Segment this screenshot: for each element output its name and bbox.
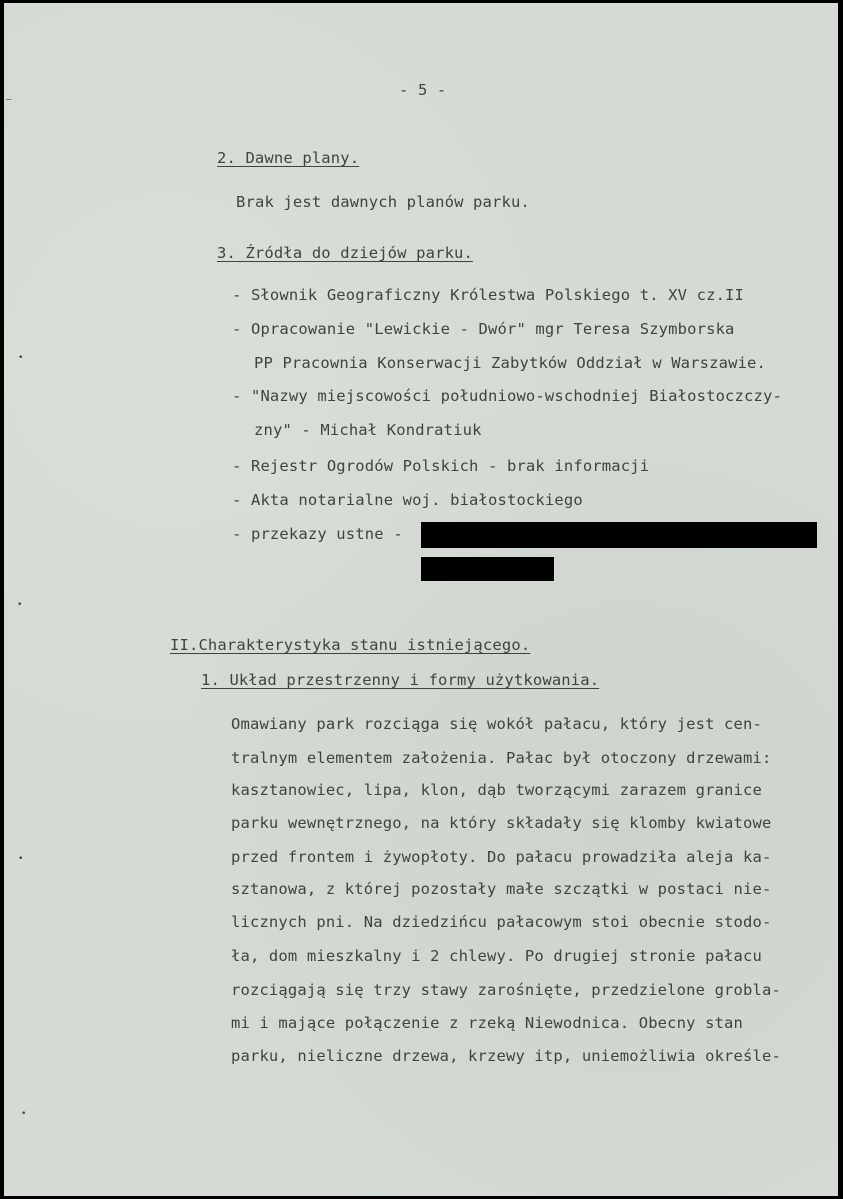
paragraph-line: ła, dom mieszkalny i 2 chlewy. Po drugiej stronie pałacu — [231, 947, 762, 965]
paragraph-line: rozciągają się trzy stawy zarośnięte, przedzielone grobla- — [231, 981, 781, 999]
paragraph-line: tralnym elementem założenia. Pałac był otoczony drzewami: — [231, 749, 772, 767]
paragraph-line: parku wewnętrznego, na który składały się klomby kwiatowe — [231, 814, 772, 832]
margin-mark: • — [18, 854, 24, 864]
source-list-item: - Opracowanie "Lewickie - Dwór" mgr Teresa Szymborska — [232, 320, 735, 338]
section-heading: 2. Dawne plany. — [217, 149, 360, 167]
source-list-item: - Akta notarialne woj. białostockiego — [232, 491, 583, 509]
section-body: Brak jest dawnych planów parku. — [236, 193, 530, 211]
paragraph-line: parku, nieliczne drzewa, krzewy itp, uniemożliwia określe- — [231, 1047, 781, 1065]
paragraph-line: licznych pni. Na dziedzińcu pałacowym stoi obecnie stodo- — [231, 913, 772, 931]
paragraph-line: kasztanowiec, lipa, klon, dąb tworzącymi zarazem granice — [231, 781, 762, 799]
source-list-item: - Rejestr Ogrodów Polskich - brak informacji — [232, 457, 650, 475]
source-list-item: - Słownik Geograficzny Królestwa Polskiego t. XV cz.II — [232, 286, 745, 304]
section-heading: 3. Źródła do dziejów parku. — [217, 244, 474, 262]
source-list-item: - przekazy ustne - — [232, 525, 403, 543]
paragraph-line: przed frontem i żywopłoty. Do pałacu prowadziła aleja ka- — [231, 848, 772, 866]
source-list-item: PP Pracownia Konserwacji Zabytków Oddział w Warszawie. — [254, 354, 767, 372]
paragraph-line: mi i mające połączenie z rzeką Niewodnica. Obecny stan — [231, 1014, 744, 1032]
redaction-bar — [421, 522, 817, 548]
margin-mark: • — [18, 353, 24, 363]
paragraph-line: Omawiany park rozciąga się wokół pałacu, który jest cen- — [231, 715, 762, 733]
margin-mark: — — [6, 95, 12, 105]
source-list-item: zny" - Michał Kondratiuk — [254, 421, 482, 439]
section-heading: 1. Układ przestrzenny i formy użytkowania. — [201, 671, 600, 689]
page-number: - 5 - — [399, 81, 447, 99]
redaction-bar — [421, 557, 554, 581]
paragraph-line: sztanowa, z której pozostały małe szczątki w postaci nie- — [231, 880, 772, 898]
chapter-heading: II.Charakterystyka stanu istniejącego. — [170, 636, 531, 654]
margin-mark: • — [17, 600, 23, 610]
margin-mark: • — [21, 1109, 27, 1119]
source-list-item: - "Nazwy miejscowości południowo-wschodniej Białostoczczy- — [232, 387, 782, 405]
